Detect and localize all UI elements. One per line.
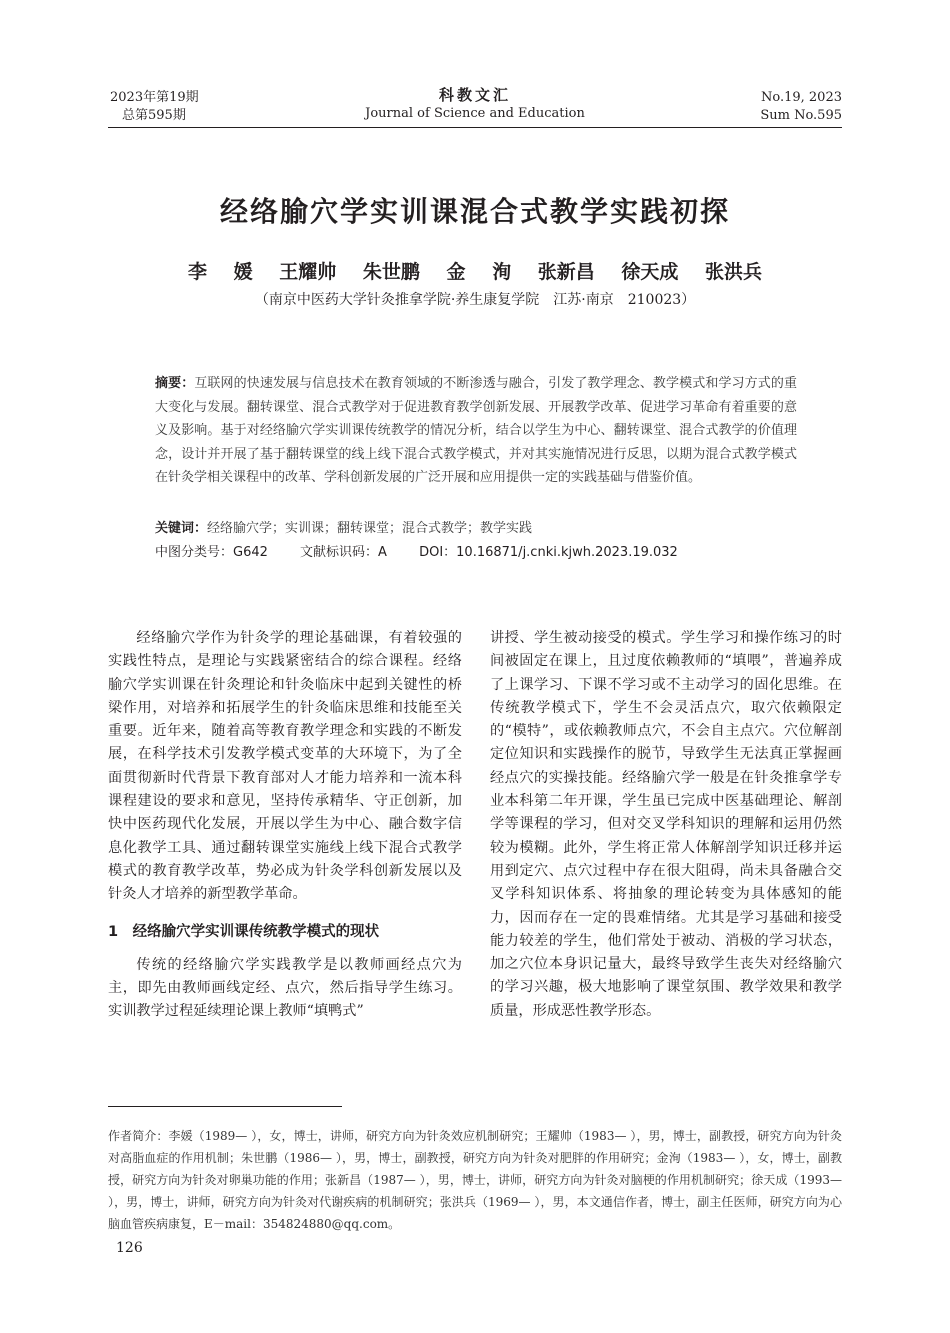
page-number: 126: [116, 1240, 143, 1256]
body-right-column: [490, 627, 842, 1023]
abstract: [155, 372, 797, 490]
article-title: 经络腧穴学实训课混合式教学实践初探: [219, 195, 730, 228]
header-issue-en: [760, 89, 842, 125]
journal-name-en: Journal of Science and Education: [365, 106, 585, 121]
clc-number: 中图分类号：G642: [155, 545, 268, 560]
affiliation: （南京中医药大学针灸推拿学院·养生康复学院 江苏·南京 210023）: [254, 292, 696, 308]
doi[interactable]: DOI：10.16871/j.cnki.kjwh.2023.19.032: [419, 545, 678, 560]
abstract-text: 互联网的快速发展与信息技术在教育领域的不断渗透与融合，引发了教学理念、教学模式和学习方式的重大变化与发展。翻转课堂、混合式教学对于促进教育教学创新发展、开展教学改革、促进学习革命有着重要的意义及影响。基于对经络腧穴学实训课传统教学的情况分析，结合以学生为中心、翻转课堂、混合式教学的价值理念，设计并开展了基于翻转课堂的线上线下混合式教学模式，并对其实施情况进行反思，以期为混合式教学模式在针灸学相关课程中的改革、学科创新发展的广泛开展和应用提供一定的实践基础与借鉴价值。: [155, 376, 797, 485]
keywords-label: 关键词：: [155, 521, 208, 536]
keywords-text: 经络腧穴学；实训课；翻转课堂；混合式教学；教学实践: [207, 521, 533, 536]
document-code: 文献标识码：A: [300, 545, 387, 560]
author-footnote: 作者简介：李媛（1989— ），女，博士，讲师，研究方向为针灸效应机制研究；王耀帅（1983— ），男，博士，副教授，研究方向为针灸对高脂血症的作用机制；朱世鹏（1986— ），男，博士，副教授，研究方向为针灸对肥胖的作用研究；金洵（1983— ），女，博士，副教授，研究方向为针灸对卵巢功能的作用；张新昌（1987— ），男，博士，讲师，研究方向为针灸对脑梗的作用机制研究；徐天成（1993— ），男，博士，讲师，研究方向为针灸对代谢疾病的机制研究；张洪兵（1969— ），男，本文通信作者，博士，副主任医师，研究方向为心脑血管疾病康复，E－mail：354824880@qq.com。: [108, 1129, 842, 1231]
paragraph: 经络腧穴学作为针灸学的理论基础课，有着较强的实践性特点，是理论与实践紧密结合的综合课程。经络腧穴学实训课在针灸理论和针灸临床中起到关键性的桥梁作用，对培养和拓展学生的针灸临床思维和技能至关重要。近年来，随着高等教育教学理念和实践的不断发展，在科学技术引发教学模式变革的大环境下，为了全面贯彻新时代背景下教育部对人才能力培养和一流本科课程建设的要求和意见，坚持传承精华、守正创新，加快中医药现代化发展，开展以学生为中心、融合数字信息化教学工具、通过翻转课堂实施线上线下混合式教学模式的教育教学改革，势必成为针灸学科创新发展以及针灸人才培养的新型教学革命。: [108, 630, 462, 903]
author-list: 李 媛 王耀帅 朱世鹏 金 洵 张新昌 徐天成 张洪兵: [188, 261, 762, 283]
keywords: [155, 517, 797, 541]
total-issue-en: Sum No.595: [760, 108, 842, 123]
journal-brand: 科教文汇: [438, 86, 511, 104]
section-heading: 1 经络腧穴学实训课传统教学模式的现状: [108, 923, 380, 940]
issue-cn: 2023年第19期: [110, 90, 199, 105]
footnote-divider: [108, 1106, 342, 1107]
paragraph: 讲授、学生被动接受的模式。学生学习和操作练习的时间被固定在课上，且过度依赖教师的“填喂”，普遍养成了上课学习、下课不学习或不主动学习的固化思维。在传统教学模式下，学生不会灵活点穴，取穴依赖限定的“模特”，或依赖教师点穴，不会自主点穴。穴位解剖定位知识和实践操作的脱节，导致学生无法真正掌握画经点穴的实操技能。经络腧穴学一般是在针灸推拿学专业本科第二年开课，学生虽已完成中医基础理论、解剖学等课程的学习，但对交叉学科知识的理解和运用仍然较为模糊。此外，学生将正常人体解剖学知识迁移并运用到定穴、点穴过程中存在很大阻碍，尚未具备融合交叉学科知识体系、将抽象的理论转变为具体感知的能力，因而存在一定的畏难情绪。尤其是学习基础和接受能力较差的学生，他们常处于被动、消极的学习状态，加之穴位本身识记量大，最终导致学生丧失对经络腧穴的学习兴趣，极大地影响了课堂氛围、教学效果和教学质量，形成恶性教学形态。: [490, 630, 842, 1019]
abstract-label: 摘要：: [155, 376, 195, 391]
header-divider: [108, 127, 842, 128]
issue-en: No.19, 2023: [761, 90, 842, 105]
total-issue-cn: 总第595期: [122, 108, 186, 123]
paragraph: 传统的经络腧穴学实践教学是以教师画经点穴为主，即先由教师画线定经、点穴，然后指导学生练习。实训教学过程延续理论课上教师“填鸭式”: [108, 956, 462, 1020]
classification-line: [155, 542, 815, 564]
body-left-column: [108, 627, 462, 1024]
